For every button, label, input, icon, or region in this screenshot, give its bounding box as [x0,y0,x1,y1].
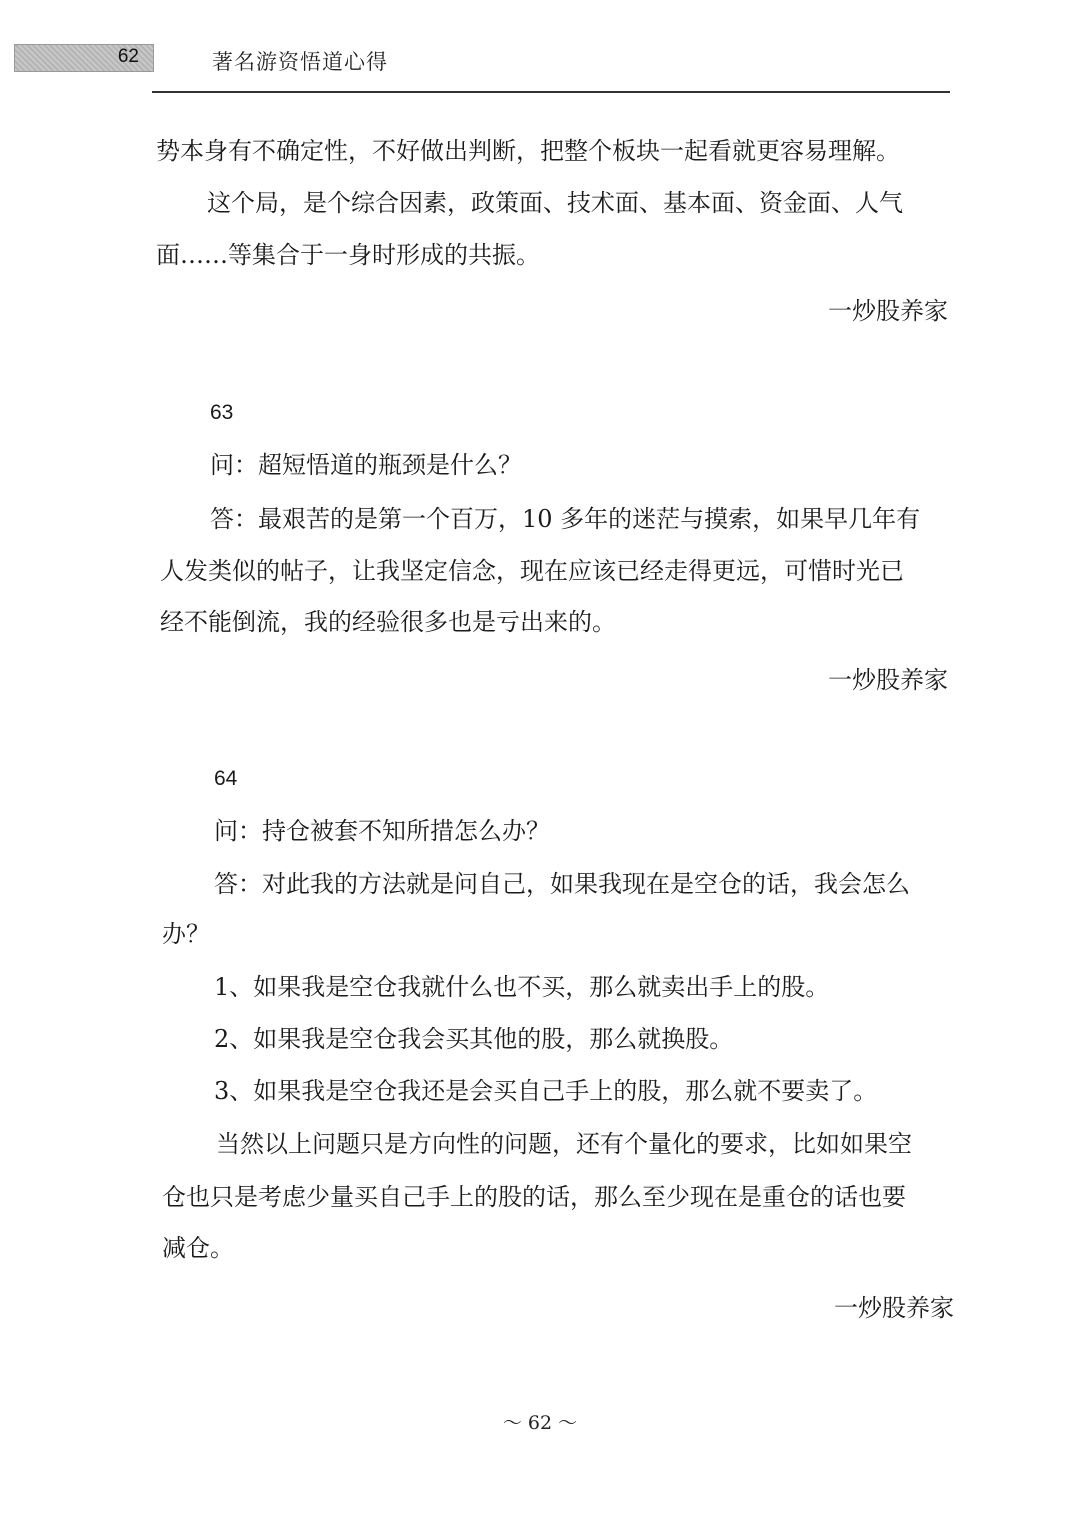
entry-63-answer-line-3: 经不能倒流，我的经验很多也是亏出来的。 [160,608,616,636]
entry-64-list-item-2: 2、如果我是空仓我会买其他的股，那么就换股。 [214,1025,734,1053]
entry-64-closing-line-3: 减仓。 [162,1234,234,1262]
header-divider [152,91,950,93]
intro-signature: 一炒股养家 [828,297,948,325]
entry-64-closing-line-1: 当然以上问题只是方向性的问题，还有个量化的要求，比如如果空 [216,1130,912,1158]
entry-64-list-item-3: 3、如果我是空仓我还是会买自己手上的股，那么就不要卖了。 [214,1077,878,1105]
intro-line-2: 这个局，是个综合因素，政策面、技术面、基本面、资金面、人气 [207,189,903,217]
intro-line-1: 势本身有不确定性，不好做出判断，把整个板块一起看就更容易理解。 [156,137,900,165]
entry-63-signature: 一炒股养家 [828,666,948,694]
entry-63-answer-line-2: 人发类似的帖子，让我坚定信念，现在应该已经走得更远，可惜时光已 [160,557,904,585]
entry-64-answer-line-1: 答：对此我的方法就是问自己，如果我现在是空仓的话，我会怎么 [214,870,910,898]
entry-63-question: 问：超短悟道的瓶颈是什么？ [210,451,522,479]
header-page-tab [14,44,154,72]
header-page-number: 62 [117,46,139,67]
book-title: 著名游资悟道心得 [212,50,388,74]
entry-64-question: 问：持仓被套不知所措怎么办？ [214,817,550,845]
entry-64-closing-line-2: 仓也只是考虑少量买自己手上的股的话，那么至少现在是重仓的话也要 [162,1183,906,1211]
entry-64-number: 64 [214,767,238,790]
footer-page-number: ～ 62 ～ [502,1412,578,1434]
entry-63-answer-line-1: 答：最艰苦的是第一个百万，10 多年的迷茫与摸索，如果早几年有 [210,505,921,533]
entry-64-answer-line-2: 办？ [162,920,210,948]
entry-64-signature: 一炒股养家 [834,1294,954,1322]
entry-63-number: 63 [210,401,234,424]
entry-64-list-item-1: 1、如果我是空仓我就什么也不买，那么就卖出手上的股。 [214,973,830,1001]
intro-line-3: 面……等集合于一身时形成的共振。 [156,241,540,269]
